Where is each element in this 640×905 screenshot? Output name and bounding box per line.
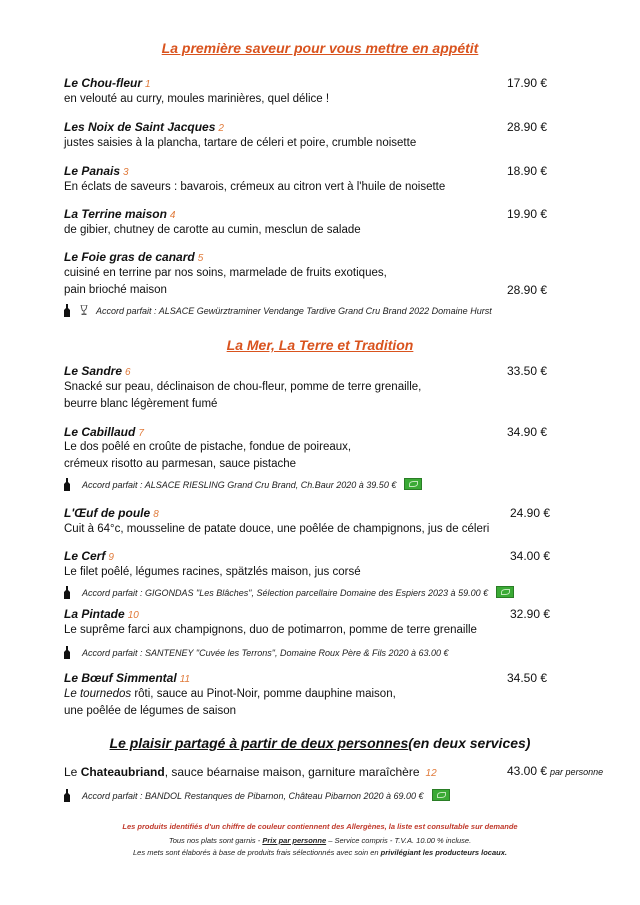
- organic-label-icon: [404, 478, 422, 490]
- dish-description: En éclats de saveurs : bavarois, crémeux au citron vert à l'huile de noisette: [64, 181, 446, 193]
- dish-name: La Pintade 10: [64, 607, 139, 621]
- dish-description: Le dos poêlé en croûte de pistache, fondue de poireaux,: [64, 441, 352, 453]
- dish-price: 18.90 €: [507, 164, 548, 178]
- dish-description: de gibier, chutney de carotte au cumin, mesclun de salade: [64, 224, 361, 236]
- allergen-number: 9: [108, 552, 114, 563]
- dish-price: 33.50 €: [507, 364, 548, 378]
- wine-glass-icon: [80, 305, 88, 315]
- dish-price: 34.90 €: [507, 425, 548, 439]
- dish-description: une poêlée de légumes de saison: [64, 705, 236, 717]
- section-title-sharing: Le plaisir partagé à partir de deux personnes(en deux services): [109, 735, 531, 751]
- dish-description: crémeux risotto au parmesan, sauce pistache: [64, 458, 297, 470]
- wine-bottle-icon: [64, 789, 70, 802]
- allergen-number: 8: [153, 509, 159, 520]
- dish-description: en velouté au curry, moules marinières, quel délice !: [64, 93, 330, 105]
- wine-bottle-icon: [64, 646, 70, 659]
- dish-description: beurre blanc légèrement fumé: [64, 398, 218, 410]
- dish-description: Le suprême farci aux champignons, duo de potimarron, pomme de terre grenaille: [64, 624, 477, 636]
- wine-pairing: Accord parfait : GIGONDAS "Les Blâches", Sélection parcellaire Domaine des Espiers 2023 à 59.00 €: [64, 586, 514, 599]
- dish-name: La Terrine maison 4: [64, 207, 176, 221]
- allergen-number: 12: [425, 768, 437, 779]
- allergen-number: 3: [123, 167, 129, 178]
- dish-description: pain brioché maison: [64, 284, 167, 296]
- section-title-mains: La Mer, La Terre et Tradition: [226, 337, 414, 353]
- dish-price: 43.00 € par personne: [507, 764, 604, 778]
- wine-pairing: Accord parfait : ALSACE Gewürztraminer Vendange Tardive Grand Cru Brand 2022 Domaine Hurst: [64, 304, 492, 317]
- dish-price: 34.50 €: [507, 671, 548, 685]
- allergen-number: 10: [127, 610, 139, 621]
- organic-label-icon: [496, 586, 514, 598]
- allergen-number: 4: [169, 210, 176, 221]
- dish-description: Snacké sur peau, déclinaison de chou-fleur, pomme de terre grenaille,: [64, 381, 422, 393]
- dish-name: Le Cabillaud 7: [64, 425, 144, 439]
- dish-name: L'Œuf de poule 8: [64, 506, 159, 520]
- dish-description: Cuit à 64°c, mousseline de patate douce, une poêlée de champignons, jus de céleri: [64, 523, 490, 535]
- dish-name: Le Chou-fleur 1: [64, 76, 151, 90]
- allergen-number: 5: [197, 253, 204, 264]
- dish-description: cuisiné en terrine par nos soins, marmelade de fruits exotiques,: [64, 267, 387, 279]
- dish-description: Le tournedos rôti, sauce au Pinot-Noir, pomme dauphine maison,: [64, 688, 396, 700]
- dish-price: 24.90 €: [510, 506, 551, 520]
- dish-price: 34.00 €: [510, 549, 551, 563]
- allergen-number: 11: [179, 674, 191, 685]
- service-notice: Tous nos plats sont garnis - Prix par personne – Service compris - T.V.A. 10.00 % incluse.: [168, 836, 472, 845]
- dish-price: 17.90 €: [507, 76, 548, 90]
- dish-name: Le Panais 3: [64, 164, 129, 178]
- allergen-number: 7: [138, 428, 144, 439]
- dish-description: justes saisies à la plancha, tartare de céleri et poire, crumble noisette: [64, 137, 417, 149]
- allergen-number: 1: [145, 79, 151, 90]
- dish-name: Le Foie gras de canard 5: [64, 250, 204, 264]
- dish-price: 28.90 €: [507, 120, 548, 134]
- wine-bottle-icon: [64, 304, 70, 317]
- wine-pairing: Accord parfait : BANDOL Restanques de Pibarnon, Château Pibarnon 2020 à 69.00 €: [64, 789, 450, 802]
- dish-name: Le Cerf 9: [64, 549, 114, 563]
- dish-description: Le filet poêlé, légumes racines, spätzlés maison, jus corsé: [64, 566, 361, 578]
- dish-name: Le Bœuf Simmental 11: [64, 671, 191, 685]
- dish-name: Les Noix de Saint Jacques 2: [64, 120, 224, 134]
- wine-bottle-icon: [64, 586, 70, 599]
- wine-bottle-icon: [64, 478, 70, 491]
- wine-pairing: Accord parfait : ALSACE RIESLING Grand Cru Brand, Ch.Baur 2020 à 39.50 €: [64, 478, 422, 491]
- dish-name: Le Chateaubriand, sauce béarnaise maison, garniture maraîchère 12: [64, 765, 437, 779]
- allergen-number: 2: [218, 123, 224, 134]
- local-producers-notice: Les mets sont élaborés à base de produits frais sélectionnés avec soin en privilégiant les producteurs locaux.: [133, 848, 507, 857]
- wine-pairing: Accord parfait : SANTENEY "Cuvée les Terrons", Domaine Roux Père & Fils 2020 à 63.00 €: [64, 646, 449, 659]
- organic-label-icon: [432, 789, 450, 801]
- dish-price: 19.90 €: [507, 207, 548, 221]
- dish-name: Le Sandre 6: [64, 364, 131, 378]
- allergen-notice: Les produits identifiés d'un chiffre de couleur contiennent des Allergènes, la liste est consultable sur demande: [122, 822, 518, 831]
- section-title-starters: La première saveur pour vous mettre en appétit: [161, 40, 479, 56]
- dish-price: 32.90 €: [510, 607, 551, 621]
- dish-price: 28.90 €: [507, 283, 548, 297]
- allergen-number: 6: [125, 367, 131, 378]
